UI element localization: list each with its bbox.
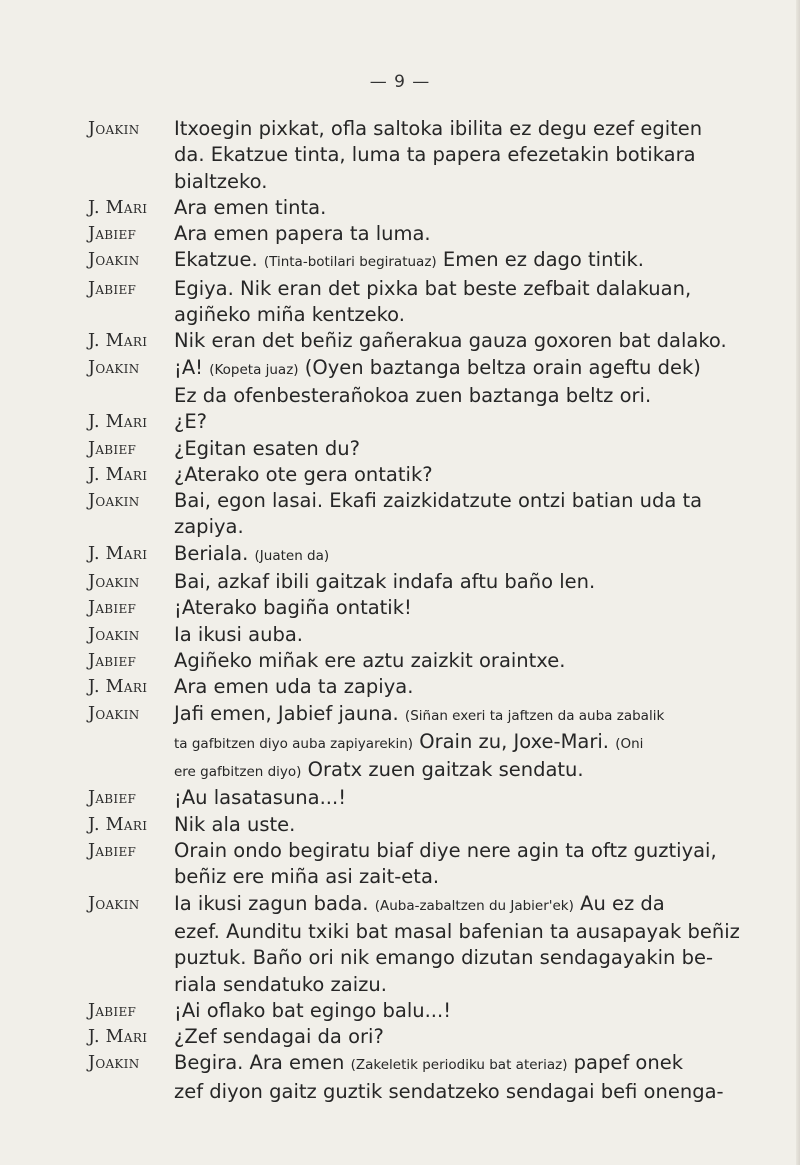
line-text	[174, 1024, 778, 1050]
speaker-name	[88, 729, 174, 757]
spoken-text: Beriala.	[174, 541, 255, 565]
dialogue-line	[88, 142, 778, 168]
dialogue-line	[88, 1050, 778, 1078]
dialogue-line	[88, 1079, 778, 1105]
dialogue-line	[88, 945, 778, 971]
line-text	[174, 972, 778, 998]
speaker-name: Jabief	[88, 278, 137, 299]
dialogue-line	[88, 195, 778, 221]
spoken-text: Agiñeko miñak ere aztu zaizkit oraintxe.	[174, 648, 566, 672]
speaker-name: Jabief	[88, 1000, 137, 1021]
speaker-name	[88, 919, 174, 945]
speaker-name: J. Mari	[88, 677, 148, 698]
line-text	[174, 541, 778, 569]
spoken-text: ¿E?	[174, 410, 208, 434]
spoken-text: beñiz ere miña asi zait-eta.	[174, 865, 440, 889]
line-text	[174, 864, 778, 890]
speaker-name	[88, 972, 174, 998]
spoken-text: agiñeko miña kentzeko.	[174, 303, 405, 327]
line-text	[174, 355, 778, 383]
speaker-name: Jabief	[88, 224, 137, 245]
line-text	[174, 1050, 778, 1078]
spoken-text: Ara emen tinta.	[174, 195, 327, 219]
spoken-text: ¿Aterako ote gera ontatik?	[174, 462, 433, 486]
speaker-name: J. Mari	[88, 331, 148, 352]
spoken-text: bialtzeko.	[174, 169, 268, 193]
speaker-name: Joakin	[88, 893, 140, 914]
line-text	[174, 891, 778, 919]
dialogue-line	[88, 785, 778, 811]
spoken-text: Ara emen papera ta luma.	[174, 222, 431, 246]
spoken-text: zapiya.	[174, 515, 244, 539]
spoken-text: Ia ikusi zagun bada.	[174, 891, 375, 915]
stage-direction: (Tinta-botilari begiratuaz)	[263, 254, 437, 271]
stage-direction: (Juaten da)	[254, 547, 330, 564]
stage-direction: ere gafbitzen diyo)	[174, 764, 302, 781]
dialogue-line	[88, 409, 778, 435]
spoken-text: Ia ikusi auba.	[174, 622, 303, 646]
dialogue-line	[88, 595, 778, 621]
speaker-name	[88, 383, 174, 409]
line-text	[174, 595, 778, 621]
line-text	[174, 838, 778, 864]
line-text	[174, 116, 778, 142]
speaker-name: J. Mari	[88, 1027, 148, 1048]
dialogue-line	[88, 701, 778, 729]
line-text	[174, 569, 778, 595]
spoken-text: ¿Egitan esaten du?	[174, 436, 361, 460]
dialogue-line	[88, 247, 778, 275]
spoken-text: ¡Aterako bagiña ontatik!	[174, 596, 412, 620]
spoken-text: Ez da ofenbesterañokoa zuen baztanga beltz ori.	[174, 383, 652, 407]
spoken-text: puztuk. Baño ori nik emango dizutan sendagayakin be-	[174, 946, 714, 970]
speaker-name: Jabief	[88, 650, 137, 671]
dialogue-line	[88, 514, 778, 540]
dialogue-line	[88, 355, 778, 383]
spoken-text: papef onek	[567, 1051, 684, 1075]
line-text	[174, 785, 778, 811]
line-text	[174, 383, 778, 409]
speaker-name: J. Mari	[88, 412, 148, 433]
dialogue-line	[88, 757, 778, 785]
dialogue-line	[88, 221, 778, 247]
dialogue-line	[88, 383, 778, 409]
spoken-text: zef diyon gaitz guztik sendatzeko sendagai befi onenga-	[174, 1079, 724, 1103]
line-text	[174, 514, 778, 540]
line-text	[174, 648, 778, 674]
spoken-text: Bai, egon lasai. Ekafi zaizkidatzute ontzi batian uda ta	[174, 489, 703, 513]
dialogue-line	[88, 541, 778, 569]
spoken-text: Begira. Ara emen	[174, 1051, 351, 1075]
line-text	[174, 945, 778, 971]
speaker-name: Joakin	[88, 357, 140, 378]
line-text	[174, 1079, 778, 1105]
dialogue-line	[88, 919, 778, 945]
spoken-text: Egiya. Nik eran det pixka bat beste zefbait dalakuan,	[174, 276, 692, 300]
line-text	[174, 462, 778, 488]
dialogue-line	[88, 328, 778, 354]
dialogue-line	[88, 891, 778, 919]
spoken-text: Orain ondo begiratu biaf diye nere agin ta oftz guztiyai,	[174, 839, 717, 863]
line-text	[174, 729, 778, 757]
line-text	[174, 276, 778, 302]
speaker-name: Joakin	[88, 1053, 140, 1074]
dialogue-line	[88, 674, 778, 700]
spoken-text: Oratx zuen gaitzak sendatu.	[301, 758, 584, 782]
page-edge-shadow	[796, 0, 800, 1165]
line-text	[174, 674, 778, 700]
stage-direction: ta gafbitzen diyo auba zapiyarekin)	[174, 735, 414, 752]
line-text	[174, 221, 778, 247]
spoken-text: Ara emen uda ta zapiya.	[174, 675, 414, 699]
line-text	[174, 998, 778, 1024]
speaker-name	[88, 1079, 174, 1105]
speaker-name: Joakin	[88, 250, 140, 271]
speaker-name: Jabief	[88, 788, 137, 809]
spoken-text: ¡Ai oflako bat egingo balu...!	[174, 998, 452, 1022]
speaker-name: J. Mari	[88, 197, 148, 218]
dialogue-line	[88, 302, 778, 328]
line-text	[174, 328, 778, 354]
stage-direction: (Oni	[615, 735, 644, 752]
line-text	[174, 409, 778, 435]
speaker-name: J. Mari	[88, 543, 148, 564]
spoken-text: Emen ez dago tintik.	[436, 248, 644, 272]
speaker-name	[88, 514, 174, 540]
spoken-text: Bai, azkaf ibili gaitzak indafa aftu baño len.	[174, 570, 596, 594]
speaker-name	[88, 864, 174, 890]
line-text	[174, 812, 778, 838]
speaker-name: Jabief	[88, 438, 137, 459]
dialogue-line	[88, 488, 778, 514]
dialogue-line	[88, 622, 778, 648]
dialogue-line	[88, 462, 778, 488]
stage-direction: (Kopeta juaz)	[209, 361, 299, 378]
dialogue-line	[88, 1024, 778, 1050]
line-text	[174, 488, 778, 514]
dialogue-line	[88, 729, 778, 757]
speaker-name	[88, 945, 174, 971]
speaker-name	[88, 757, 174, 785]
line-text	[174, 622, 778, 648]
spoken-text: riala sendatuko zaizu.	[174, 972, 387, 996]
spoken-text: (Oyen baztanga beltza orain ageftu dek)	[298, 355, 701, 379]
stage-direction: (Zakeletik periodiku bat ateriaz)	[350, 1057, 568, 1074]
speaker-name: Joakin	[88, 572, 140, 593]
dialogue-line	[88, 864, 778, 890]
speaker-name: J. Mari	[88, 464, 148, 485]
spoken-text: Nik ala uste.	[174, 812, 296, 836]
spoken-text: ¡Au lasatasuna...!	[174, 786, 347, 810]
speaker-name	[88, 302, 174, 328]
dialogue-line	[88, 838, 778, 864]
dialogue-line	[88, 569, 778, 595]
speaker-name: Joakin	[88, 703, 140, 724]
line-text	[174, 195, 778, 221]
dialogue-line	[88, 169, 778, 195]
page-number: — 9 —	[369, 72, 431, 92]
speaker-name	[88, 142, 174, 168]
speaker-name: Joakin	[88, 491, 140, 512]
line-text	[174, 169, 778, 195]
stage-direction: (Siñan exeri ta jaftzen da auba zabalik	[404, 707, 665, 724]
spoken-text: ¡A!	[174, 355, 210, 379]
speaker-name	[88, 169, 174, 195]
line-text	[174, 142, 778, 168]
speaker-name: Joakin	[88, 624, 140, 645]
stage-direction: (Auba-zabaltzen du Jabier'ek)	[374, 897, 574, 914]
spoken-text: Itxoegin pixkat, ofla saltoka ibilita ez degu ezef egiten	[174, 117, 703, 140]
speaker-name: Jabief	[88, 598, 137, 619]
line-text	[174, 701, 778, 729]
speaker-name: Joakin	[88, 119, 140, 139]
spoken-text: da. Ekatzue tinta, luma ta papera efezetakin botikara	[174, 143, 696, 167]
line-text	[174, 247, 778, 275]
line-text	[174, 757, 778, 785]
spoken-text: ¿Zef sendagai da ori?	[174, 1025, 384, 1049]
speaker-name: Jabief	[88, 841, 137, 862]
dialogue-line	[88, 648, 778, 674]
dialogue-line	[88, 972, 778, 998]
spoken-text: Orain zu, Joxe-Mari.	[413, 729, 616, 753]
line-text	[174, 436, 778, 462]
spoken-text: Jafi emen, Jabief jauna.	[174, 701, 405, 725]
dialogue-line	[88, 276, 778, 302]
dialogue-block	[88, 116, 778, 1105]
line-text	[174, 302, 778, 328]
spoken-text: Nik eran det beñiz gañerakua gauza goxoren bat dalako.	[174, 329, 727, 353]
spoken-text: ezef. Aunditu txiki bat masal bafenian ta ausapayak beñiz	[174, 919, 740, 943]
dialogue-line	[88, 998, 778, 1024]
speaker-name: J. Mari	[88, 814, 148, 835]
spoken-text: Au ez da	[573, 891, 665, 915]
dialogue-line	[88, 812, 778, 838]
spoken-text: Ekatzue.	[174, 248, 264, 272]
dialogue-line	[88, 436, 778, 462]
dialogue-line	[88, 116, 778, 142]
line-text	[174, 919, 778, 945]
